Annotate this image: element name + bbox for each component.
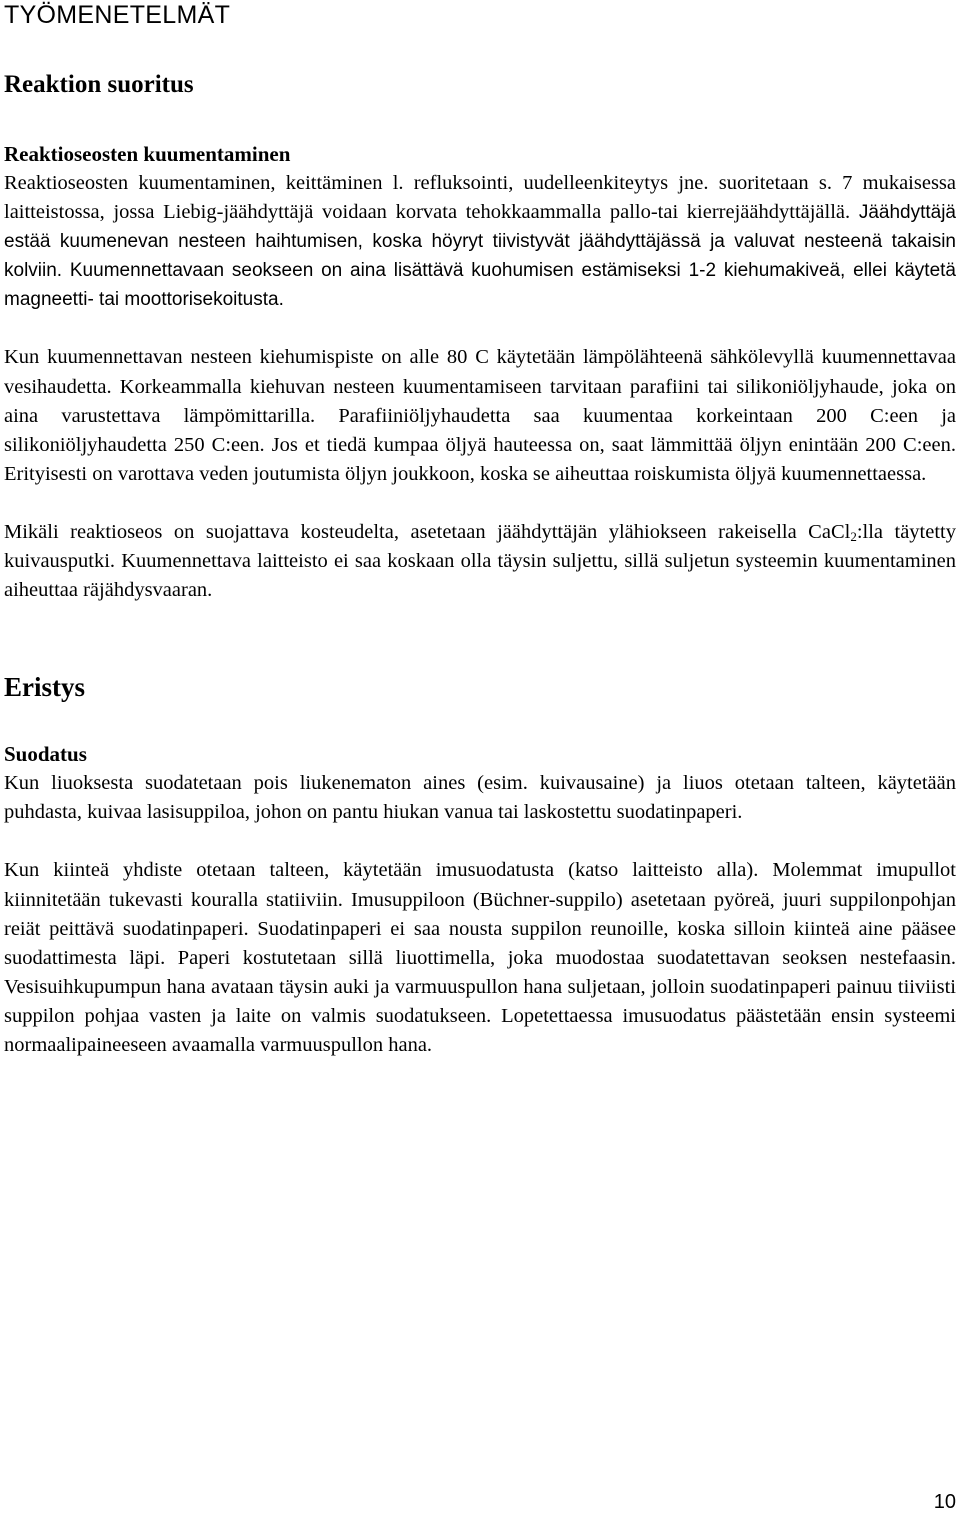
paragraph-heating-intro-sans: Jäähdyttäjä estää kuumenevan nesteen haihtumisen, koska höyryt tiivistyvät jäähdyttäjässä ja valuvat nesteenä takaisin kolviin. Kuumennettavaan seokseen on aina lisättävä kuohumisen estämiseksi 1-2 kiehumakiveä, ellei käytetä magneetti- tai moottorisekoitusta.: [4, 202, 956, 311]
paragraph-filtration-suction: Kun kiinteä yhdiste otetaan talteen, käytetään imusuodatusta (katso laitteisto alla). Molemmat imupullot kiinnitetään tukevasti kouralla statiiviin. Imusuppiloon (Büchner-suppilo) asetetaan pyöreä, juuri suppilonpohjan reiät peittävä suodatinpaperi. Suodatinpaperi ei saa nousta suppilon reunoille, koska silloin kiinteä aine pääsee suodattimesta läpi. Paperi kostutetaan sillä liuottimella, joka muodostaa suodatettavan seoksen nestefaasin. Vesisuihkupumpun hana avataan täysin auki ja varmuuspullon hana suljetaan, jolloin suodatinpaperi painuu tiiviisti suppilon pohjaa vasten ja laite on valmis suodatukseen. Lopetettaessa imusuodatus päästetään ensin systeemi normaalipaineeseen avaamalla varmuuspullon hana.: [4, 859, 956, 1056]
section-heading-reaction: Reaktion suoritus: [4, 71, 194, 98]
paragraph-drying-tube-part1: Mikäli reaktioseos on suojattava kosteudelta, asetetaan jäähdyttäjän ylähiokseen rakeisella CaCl: [4, 520, 851, 543]
paragraph-heating-intro: [4, 169, 956, 314]
section-heading-isolation: Eristys: [4, 672, 85, 703]
subheading-filtration: Suodatus: [4, 742, 87, 767]
document-page: [4, 0, 956, 1060]
paragraph-filtration-liquid: Kun liuoksesta suodatetaan pois liukenematon aines (esim. kuivausaine) ja liuos otetaan talteen, käytetään puhdasta, kuivaa lasisuppiloa, johon on pantu hiukan vanua tai laskostettu suodatinpaperi.: [4, 772, 956, 824]
subheading-heating: Reaktioseosten kuumentaminen: [4, 142, 291, 166]
paragraph-heating-baths: Kun kuumennettavan nesteen kiehumispiste on alle 80 C käytetään lämpölähteenä sähkölevyllä kuumennettavaa vesihaudetta. Korkeammalla kiehuvan nesteen kuumentamiseen tarvitaan parafiini tai silikoniöljyhaude, joka on aina varustettava lämpömittarilla. Parafiiniöljyhaudetta saa kuumentaa korkeintaan 200 C:een ja silikoniöljyhaudetta 250 C:een. Jos et tiedä kumpaa öljyä hauteessa on, saat lämmittää öljyn enintään 200 C:een. Erityisesti on varottava veden joutumista öljyn joukkoon, koska se aiheuttaa roiskumista öljyä kuumennettaessa.: [4, 346, 956, 485]
cacl2-subscript: 2: [850, 528, 857, 544]
paragraph-drying-tube-part2: :lla täytetty kuivausputki. Kuumennettava laitteisto ei saa koskaan olla täysin suljettu, sillä suljetun systeemin kuumentaminen aiheuttaa räjähdysvaaran.: [4, 520, 956, 602]
paragraph-drying-tube: [4, 518, 956, 605]
document-title: TYÖMENETELMÄT: [4, 1, 231, 29]
paragraph-heating-intro-serif: Reaktioseosten kuumentaminen, keittäminen l. refluksointi, uudelleenkiteytys jne. suoritetaan s. 7 mukaisessa laitteistossa, jossa Liebig-jäähdyttäjä voidaan korvata tehokkaammalla pallo-tai kierrejäähdyttäjällä.: [4, 172, 956, 224]
page-number: 10: [933, 1491, 956, 1513]
